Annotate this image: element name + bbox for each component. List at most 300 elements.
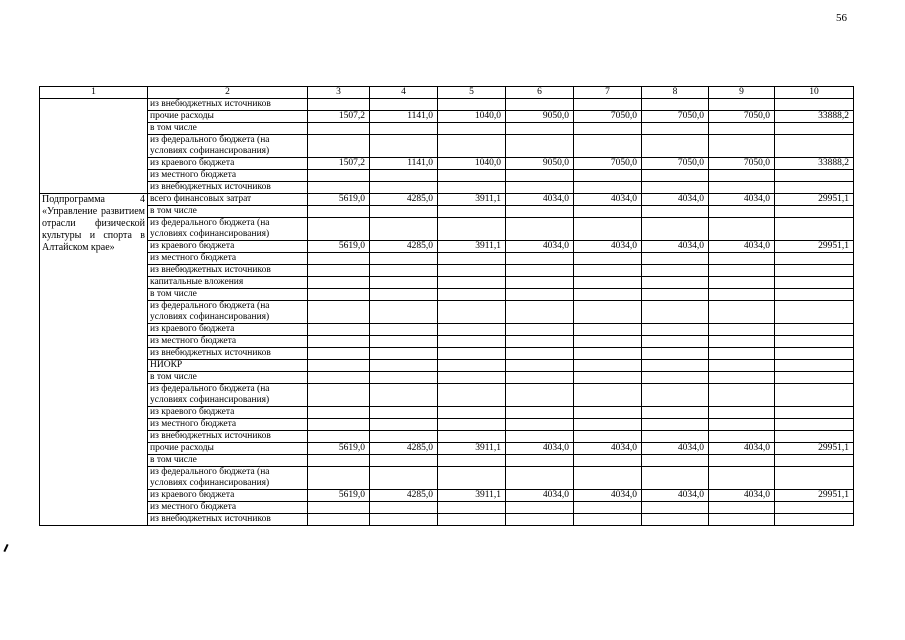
value-cell (308, 384, 370, 407)
value-cell (709, 384, 775, 407)
value-cell (438, 182, 506, 194)
value-cell (775, 360, 854, 372)
value-cell (506, 514, 574, 526)
value-cell (370, 253, 438, 265)
column-header: 1 (40, 87, 148, 99)
table-row (40, 99, 854, 111)
value-cell (574, 514, 642, 526)
value-cell: 3911,1 (438, 443, 506, 455)
value-cell (506, 218, 574, 241)
value-cell: 3911,1 (438, 194, 506, 206)
table-row (40, 502, 854, 514)
value-cell (642, 123, 709, 135)
value-cell (506, 206, 574, 218)
table-row (40, 443, 854, 455)
table-row (40, 431, 854, 443)
value-cell (709, 123, 775, 135)
table-row (40, 467, 854, 490)
value-cell (642, 253, 709, 265)
table-row (40, 360, 854, 372)
value-cell (775, 301, 854, 324)
value-cell (775, 407, 854, 419)
value-cell: 1507,2 (308, 111, 370, 123)
value-cell (506, 324, 574, 336)
value-cell (438, 467, 506, 490)
value-cell (506, 170, 574, 182)
column-header: 8 (642, 87, 709, 99)
value-cell (775, 135, 854, 158)
value-cell: 5619,0 (308, 194, 370, 206)
table-row (40, 265, 854, 277)
value-cell (642, 206, 709, 218)
table-row (40, 158, 854, 170)
value-cell (642, 360, 709, 372)
value-cell: 4034,0 (574, 241, 642, 253)
value-cell (438, 431, 506, 443)
value-cell: 33888,2 (775, 158, 854, 170)
table-row (40, 336, 854, 348)
value-cell (370, 289, 438, 301)
value-cell (506, 99, 574, 111)
column-header: 2 (148, 87, 308, 99)
value-cell: 3911,1 (438, 490, 506, 502)
row-label: из федерального бюджета (на условиях софинансирования) (148, 467, 308, 490)
budget-table (39, 86, 854, 526)
value-cell (642, 514, 709, 526)
value-cell: 29951,1 (775, 194, 854, 206)
value-cell (438, 277, 506, 289)
value-cell (642, 431, 709, 443)
table-body (40, 99, 854, 526)
value-cell (438, 301, 506, 324)
value-cell (370, 218, 438, 241)
value-cell: 4034,0 (506, 241, 574, 253)
value-cell (574, 407, 642, 419)
value-cell (775, 253, 854, 265)
value-cell (709, 502, 775, 514)
value-cell (642, 419, 709, 431)
value-cell: 4285,0 (370, 194, 438, 206)
table-row (40, 490, 854, 502)
value-cell (370, 431, 438, 443)
value-cell (574, 455, 642, 467)
value-cell (370, 384, 438, 407)
value-cell (574, 324, 642, 336)
value-cell: 4034,0 (642, 194, 709, 206)
value-cell: 7050,0 (642, 158, 709, 170)
value-cell (642, 324, 709, 336)
value-cell: 7050,0 (709, 158, 775, 170)
value-cell (308, 265, 370, 277)
value-cell: 4285,0 (370, 241, 438, 253)
value-cell (506, 455, 574, 467)
value-cell (775, 348, 854, 360)
value-cell: 4034,0 (642, 443, 709, 455)
table-row (40, 277, 854, 289)
value-cell (574, 170, 642, 182)
value-cell: 4034,0 (642, 241, 709, 253)
column-header: 6 (506, 87, 574, 99)
value-cell (574, 123, 642, 135)
value-cell (642, 348, 709, 360)
value-cell (308, 277, 370, 289)
value-cell (506, 265, 574, 277)
subprogram-cell (40, 99, 148, 194)
table-row (40, 514, 854, 526)
value-cell (308, 182, 370, 194)
row-label: из федерального бюджета (на условиях софинансирования) (148, 384, 308, 407)
value-cell (438, 99, 506, 111)
value-cell (775, 431, 854, 443)
table-row (40, 253, 854, 265)
value-cell (574, 99, 642, 111)
value-cell: 5619,0 (308, 490, 370, 502)
value-cell (370, 324, 438, 336)
row-label: в том числе (148, 372, 308, 384)
value-cell (506, 182, 574, 194)
value-cell (775, 182, 854, 194)
row-label: из местного бюджета (148, 336, 308, 348)
value-cell: 4034,0 (709, 443, 775, 455)
value-cell (574, 467, 642, 490)
value-cell (709, 170, 775, 182)
value-cell (709, 407, 775, 419)
value-cell (370, 348, 438, 360)
row-label: НИОКР (148, 360, 308, 372)
value-cell: 5619,0 (308, 443, 370, 455)
row-label: из федерального бюджета (на условиях софинансирования) (148, 301, 308, 324)
value-cell (370, 99, 438, 111)
value-cell (775, 467, 854, 490)
value-cell: 29951,1 (775, 443, 854, 455)
row-label: из краевого бюджета (148, 407, 308, 419)
value-cell (308, 514, 370, 526)
value-cell: 1141,0 (370, 111, 438, 123)
value-cell (308, 218, 370, 241)
value-cell: 33888,2 (775, 111, 854, 123)
value-cell (642, 99, 709, 111)
value-cell (438, 206, 506, 218)
value-cell (775, 277, 854, 289)
value-cell (438, 372, 506, 384)
row-label: из местного бюджета (148, 419, 308, 431)
value-cell: 4034,0 (709, 490, 775, 502)
value-cell (370, 170, 438, 182)
row-label: из внебюджетных источников (148, 182, 308, 194)
value-cell: 7050,0 (642, 111, 709, 123)
value-cell (775, 206, 854, 218)
value-cell (308, 407, 370, 419)
value-cell (438, 265, 506, 277)
value-cell: 29951,1 (775, 490, 854, 502)
value-cell (709, 336, 775, 348)
table-row (40, 301, 854, 324)
value-cell (642, 135, 709, 158)
value-cell: 1040,0 (438, 111, 506, 123)
table-header-row (40, 87, 854, 99)
value-cell (370, 336, 438, 348)
value-cell (775, 324, 854, 336)
table-row (40, 324, 854, 336)
value-cell: 3911,1 (438, 241, 506, 253)
value-cell: 7050,0 (574, 111, 642, 123)
value-cell (642, 218, 709, 241)
value-cell (574, 218, 642, 241)
value-cell (642, 502, 709, 514)
value-cell: 7050,0 (574, 158, 642, 170)
row-label: из внебюджетных источников (148, 431, 308, 443)
value-cell (574, 182, 642, 194)
value-cell (438, 419, 506, 431)
value-cell (308, 289, 370, 301)
value-cell (308, 467, 370, 490)
value-cell: 4034,0 (506, 443, 574, 455)
value-cell (642, 265, 709, 277)
value-cell (506, 407, 574, 419)
value-cell (642, 384, 709, 407)
value-cell (438, 324, 506, 336)
value-cell (574, 301, 642, 324)
value-cell (308, 324, 370, 336)
value-cell: 4034,0 (574, 490, 642, 502)
value-cell (574, 372, 642, 384)
table-row (40, 135, 854, 158)
value-cell (709, 419, 775, 431)
value-cell: 4034,0 (709, 194, 775, 206)
value-cell (438, 170, 506, 182)
value-cell: 4034,0 (574, 443, 642, 455)
value-cell (709, 218, 775, 241)
table-row (40, 407, 854, 419)
value-cell (709, 514, 775, 526)
value-cell (438, 514, 506, 526)
row-label: в том числе (148, 289, 308, 301)
value-cell: 4034,0 (506, 194, 574, 206)
value-cell (370, 360, 438, 372)
value-cell (506, 467, 574, 490)
value-cell (308, 348, 370, 360)
value-cell (370, 123, 438, 135)
row-label: из краевого бюджета (148, 158, 308, 170)
value-cell (506, 431, 574, 443)
table-row (40, 419, 854, 431)
value-cell (574, 360, 642, 372)
value-cell: 4034,0 (506, 490, 574, 502)
value-cell: 29951,1 (775, 241, 854, 253)
value-cell (506, 372, 574, 384)
value-cell (709, 265, 775, 277)
value-cell (506, 123, 574, 135)
value-cell (370, 372, 438, 384)
value-cell (308, 206, 370, 218)
value-cell (574, 289, 642, 301)
table-row (40, 194, 854, 206)
value-cell: 1040,0 (438, 158, 506, 170)
value-cell (438, 253, 506, 265)
value-cell (438, 360, 506, 372)
value-cell (709, 431, 775, 443)
value-cell (574, 431, 642, 443)
value-cell (308, 123, 370, 135)
value-cell (775, 218, 854, 241)
row-label: из краевого бюджета (148, 241, 308, 253)
value-cell (574, 277, 642, 289)
value-cell (506, 419, 574, 431)
value-cell (709, 301, 775, 324)
value-cell (709, 206, 775, 218)
value-cell (370, 514, 438, 526)
value-cell (308, 419, 370, 431)
value-cell (308, 99, 370, 111)
value-cell: 4034,0 (642, 490, 709, 502)
table-row (40, 241, 854, 253)
value-cell (775, 336, 854, 348)
value-cell (642, 372, 709, 384)
column-header: 3 (308, 87, 370, 99)
value-cell (775, 514, 854, 526)
value-cell (574, 135, 642, 158)
value-cell (506, 301, 574, 324)
column-header: 5 (438, 87, 506, 99)
value-cell (642, 455, 709, 467)
page-number: 56 (836, 12, 847, 24)
value-cell (438, 348, 506, 360)
row-label: из местного бюджета (148, 502, 308, 514)
value-cell (370, 301, 438, 324)
table-row (40, 289, 854, 301)
value-cell (775, 502, 854, 514)
value-cell (775, 455, 854, 467)
value-cell (775, 384, 854, 407)
value-cell (370, 182, 438, 194)
value-cell (775, 265, 854, 277)
value-cell: 5619,0 (308, 241, 370, 253)
value-cell (370, 467, 438, 490)
value-cell (370, 265, 438, 277)
column-header: 9 (709, 87, 775, 99)
value-cell (370, 419, 438, 431)
value-cell (438, 336, 506, 348)
row-label: из краевого бюджета (148, 324, 308, 336)
value-cell (642, 407, 709, 419)
value-cell: 9050,0 (506, 111, 574, 123)
value-cell: 1141,0 (370, 158, 438, 170)
row-label: из внебюджетных источников (148, 99, 308, 111)
value-cell (775, 99, 854, 111)
column-header: 7 (574, 87, 642, 99)
value-cell (709, 467, 775, 490)
value-cell (308, 336, 370, 348)
value-cell (642, 289, 709, 301)
value-cell (308, 431, 370, 443)
value-cell (709, 348, 775, 360)
row-label: в том числе (148, 206, 308, 218)
subprogram-name: Подпрограмма 4 «Управление развитием отрасли физической культуры и спорта в Алтайском крае» (40, 194, 148, 526)
value-cell (506, 360, 574, 372)
value-cell (574, 502, 642, 514)
value-cell (438, 218, 506, 241)
value-cell (438, 384, 506, 407)
column-header: 10 (775, 87, 854, 99)
value-cell (370, 206, 438, 218)
row-label: в том числе (148, 123, 308, 135)
table-row (40, 111, 854, 123)
value-cell (775, 289, 854, 301)
value-cell (709, 135, 775, 158)
value-cell: 4034,0 (709, 241, 775, 253)
value-cell (709, 99, 775, 111)
value-cell (574, 348, 642, 360)
row-label: из краевого бюджета (148, 490, 308, 502)
value-cell (574, 265, 642, 277)
value-cell (370, 135, 438, 158)
row-label: из внебюджетных источников (148, 348, 308, 360)
value-cell (438, 502, 506, 514)
value-cell (308, 502, 370, 514)
value-cell (775, 123, 854, 135)
value-cell: 4034,0 (574, 194, 642, 206)
value-cell (506, 502, 574, 514)
value-cell: 7050,0 (709, 111, 775, 123)
value-cell (506, 253, 574, 265)
value-cell (642, 336, 709, 348)
value-cell (308, 455, 370, 467)
value-cell: 1507,2 (308, 158, 370, 170)
value-cell: 9050,0 (506, 158, 574, 170)
value-cell (574, 384, 642, 407)
value-cell: 4285,0 (370, 490, 438, 502)
margin-mark (3, 544, 8, 552)
value-cell (370, 277, 438, 289)
row-label: всего финансовых затрат (148, 194, 308, 206)
row-label: прочие расходы (148, 443, 308, 455)
table-row (40, 455, 854, 467)
value-cell (370, 502, 438, 514)
value-cell (709, 289, 775, 301)
table-row (40, 170, 854, 182)
value-cell (308, 170, 370, 182)
value-cell (574, 336, 642, 348)
value-cell (709, 324, 775, 336)
value-cell (506, 277, 574, 289)
value-cell (438, 407, 506, 419)
row-label: в том числе (148, 455, 308, 467)
row-label: капитальные вложения (148, 277, 308, 289)
table-row (40, 182, 854, 194)
value-cell (308, 360, 370, 372)
value-cell (308, 253, 370, 265)
table-row (40, 372, 854, 384)
value-cell (709, 360, 775, 372)
value-cell (438, 455, 506, 467)
column-header: 4 (370, 87, 438, 99)
value-cell (642, 182, 709, 194)
value-cell: 4285,0 (370, 443, 438, 455)
value-cell (308, 301, 370, 324)
value-cell (709, 182, 775, 194)
row-label: из местного бюджета (148, 170, 308, 182)
value-cell (438, 289, 506, 301)
value-cell (506, 336, 574, 348)
value-cell (642, 277, 709, 289)
value-cell (308, 135, 370, 158)
value-cell (574, 253, 642, 265)
value-cell (506, 384, 574, 407)
row-label: из внебюджетных источников (148, 514, 308, 526)
value-cell (438, 135, 506, 158)
value-cell (642, 301, 709, 324)
value-cell (709, 372, 775, 384)
